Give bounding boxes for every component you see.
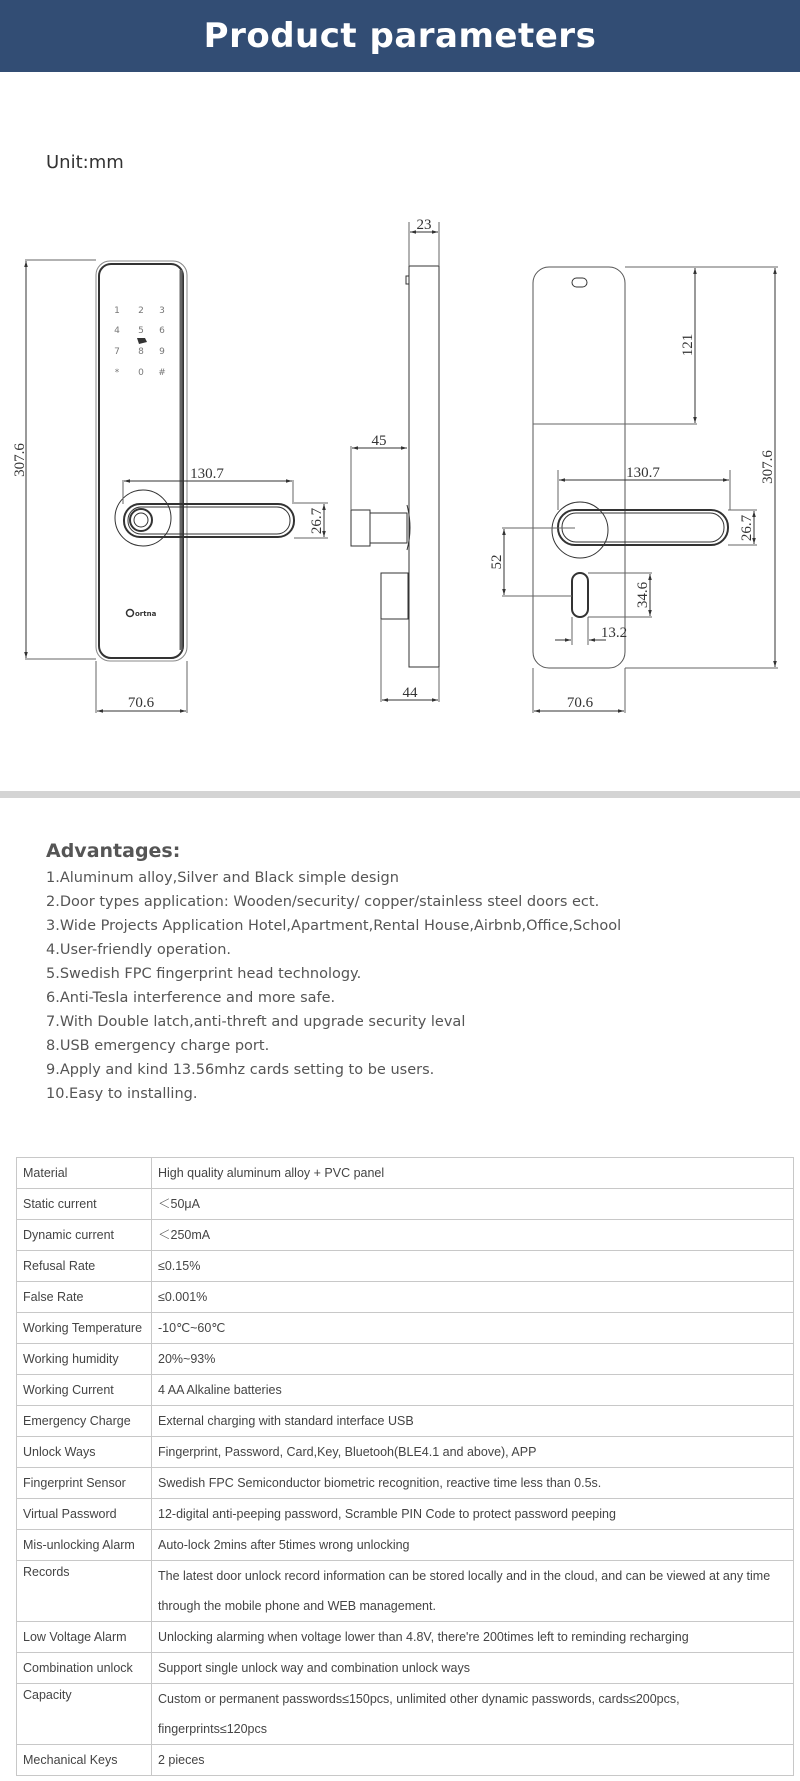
key-4: 4 [114, 326, 120, 336]
label-front-handle-length: 130.7 [190, 466, 224, 482]
spec-key: Dynamic current [17, 1220, 152, 1251]
table-row [17, 1158, 794, 1189]
label-back-height: 307.6 [760, 450, 776, 484]
key-hash: # [158, 368, 166, 378]
key-9: 9 [159, 347, 165, 357]
table-row [17, 1561, 794, 1622]
side-body [409, 266, 439, 667]
advantage-item: 4.User-friendly operation. [46, 942, 232, 958]
key-7: 7 [114, 347, 120, 357]
key-1: 1 [114, 306, 120, 316]
spec-value: ＜250mA [152, 1220, 794, 1251]
table-row [17, 1220, 794, 1251]
spec-key: Mechanical Keys [17, 1745, 152, 1776]
spec-key: Material [17, 1158, 152, 1189]
table-row [17, 1745, 794, 1776]
label-keyhole-height: 34.6 [635, 581, 651, 609]
label-back-width: 70.6 [566, 695, 594, 711]
side-handle-cap [351, 510, 370, 546]
brand-logo [127, 610, 157, 619]
spec-value: External charging with standard interface USB [152, 1406, 794, 1437]
spec-value: -10℃~60℃ [152, 1313, 794, 1344]
side-view [351, 222, 439, 702]
key-5: 5 [138, 326, 144, 336]
brand-logo-icon [127, 610, 134, 617]
back-panel [533, 267, 628, 668]
spec-key: Emergency Charge [17, 1406, 152, 1437]
spec-key: Low Voltage Alarm [17, 1622, 152, 1653]
spec-value: Support single unlock way and combination unlock ways [152, 1653, 794, 1684]
table-row [17, 1189, 794, 1220]
spec-key: Unlock Ways [17, 1437, 152, 1468]
table-row [17, 1530, 794, 1561]
label-front-height: 307.6 [12, 443, 28, 477]
advantage-item: 1.Aluminum alloy,Silver and Black simple design [46, 870, 399, 886]
spec-key: Fingerprint Sensor [17, 1468, 152, 1499]
spec-key: Refusal Rate [17, 1251, 152, 1282]
table-row [17, 1468, 794, 1499]
spec-key: False Rate [17, 1282, 152, 1313]
advantages-list [46, 866, 621, 1106]
front-handle [124, 504, 294, 537]
table-row [17, 1622, 794, 1653]
key-2: 2 [138, 306, 144, 316]
spec-value: 2 pieces [152, 1745, 794, 1776]
spec-key: Combination unlock [17, 1653, 152, 1684]
section-divider [0, 791, 800, 798]
key-3: 3 [159, 306, 165, 316]
side-latch [381, 573, 408, 619]
table-row [17, 1653, 794, 1684]
spec-key: Static current [17, 1189, 152, 1220]
label-side-projection: 45 [371, 433, 387, 449]
spec-value: High quality aluminum alloy + PVC panel [152, 1158, 794, 1189]
card-reader-icon [137, 338, 147, 344]
spec-key: Mis-unlocking Alarm [17, 1530, 152, 1561]
table-row [17, 1499, 794, 1530]
spec-value: ≤0.15% [152, 1251, 794, 1282]
spec-value: Custom or permanent passwords≤150pcs, unlimited other dynamic passwords, cards≤200pcs, fingerprints≤120pcs [152, 1684, 794, 1745]
spec-value: 12-digital anti-peeping password, Scramble PIN Code to protect password peeping [152, 1499, 794, 1530]
table-row [17, 1313, 794, 1344]
spec-value: 4 AA Alkaline batteries [152, 1375, 794, 1406]
keyhole [572, 573, 588, 617]
table-row [17, 1282, 794, 1313]
page-title: Product parameters [203, 16, 597, 56]
spec-value: ＜50μA [152, 1189, 794, 1220]
table-row [17, 1344, 794, 1375]
spec-key: Capacity [17, 1684, 152, 1745]
spec-value: Auto-lock 2mins after 5times wrong unlocking [152, 1530, 794, 1561]
advantages-title: Advantages: [46, 840, 181, 862]
advantage-item: 10.Easy to installing. [46, 1086, 198, 1102]
key-0: 0 [138, 368, 144, 378]
spec-value: Swedish FPC Semiconductor biometric recognition, reactive time less than 0.5s. [152, 1468, 794, 1499]
spec-key: Virtual Password [17, 1499, 152, 1530]
advantage-item: 7.With Double latch,anti-threft and upgrade security leval [46, 1014, 466, 1030]
advantage-item: 2.Door types application: Wooden/security/ copper/stainless steel doors ect. [46, 894, 600, 910]
spec-key: Working Temperature [17, 1313, 152, 1344]
label-keyhole-width: 13.2 [600, 625, 628, 641]
front-panel-inner [99, 264, 183, 658]
spec-value: ≤0.001% [152, 1282, 794, 1313]
label-side-top: 23 [416, 217, 432, 233]
front-panel-outer [96, 261, 187, 661]
table-row [17, 1684, 794, 1745]
advantage-item: 8.USB emergency charge port. [46, 1038, 270, 1054]
keypad [114, 306, 166, 378]
label-side-depth: 44 [402, 685, 418, 701]
back-handle [558, 510, 728, 545]
spec-value: Unlocking alarming when voltage lower than 4.8V, there're 200times left to reminding recharging [152, 1622, 794, 1653]
spec-key: Working Current [17, 1375, 152, 1406]
key-6: 6 [159, 326, 165, 336]
back-top-slot [572, 278, 587, 287]
table-row [17, 1437, 794, 1468]
advantage-item: 9.Apply and kind 13.56mhz cards setting to be users. [46, 1062, 435, 1078]
advantage-item: 3.Wide Projects Application Hotel,Apartment,Rental House,Airbnb,Office,School [46, 918, 622, 934]
advantage-item: 6.Anti-Tesla interference and more safe. [46, 990, 336, 1006]
spec-table [16, 1157, 794, 1776]
label-back-handle-length: 130.7 [626, 465, 660, 481]
fingerprint-reader-icon [130, 509, 152, 531]
label-front-width: 70.6 [127, 695, 155, 711]
spec-key: Records [17, 1561, 152, 1622]
table-row [17, 1251, 794, 1282]
spec-value: 20%~93% [152, 1344, 794, 1375]
label-back-handle-height: 26.7 [739, 514, 755, 542]
key-star: * [114, 368, 120, 378]
key-8: 8 [138, 347, 144, 357]
page-header [0, 0, 800, 72]
spec-key: Working humidity [17, 1344, 152, 1375]
label-back-handle-to-keyhole: 52 [489, 554, 505, 570]
table-row [17, 1375, 794, 1406]
spec-value: The latest door unlock record information can be stored locally and in the cloud, and can be viewed at any time through the mobile phone and WEB management. [152, 1561, 794, 1622]
advantage-item: 5.Swedish FPC fingerprint head technology. [46, 966, 362, 982]
brand-name: ortna [135, 610, 157, 618]
dimension-drawing [0, 200, 800, 720]
back-view [502, 267, 778, 713]
table-row [17, 1406, 794, 1437]
spec-value: Fingerprint, Password, Card,Key, Bluetooh(BLE4.1 and above), APP [152, 1437, 794, 1468]
front-view [25, 260, 328, 713]
label-back-top-to-handle: 121 [680, 333, 696, 357]
label-front-handle-height: 26.7 [309, 507, 325, 535]
unit-label: Unit:mm [46, 152, 124, 173]
